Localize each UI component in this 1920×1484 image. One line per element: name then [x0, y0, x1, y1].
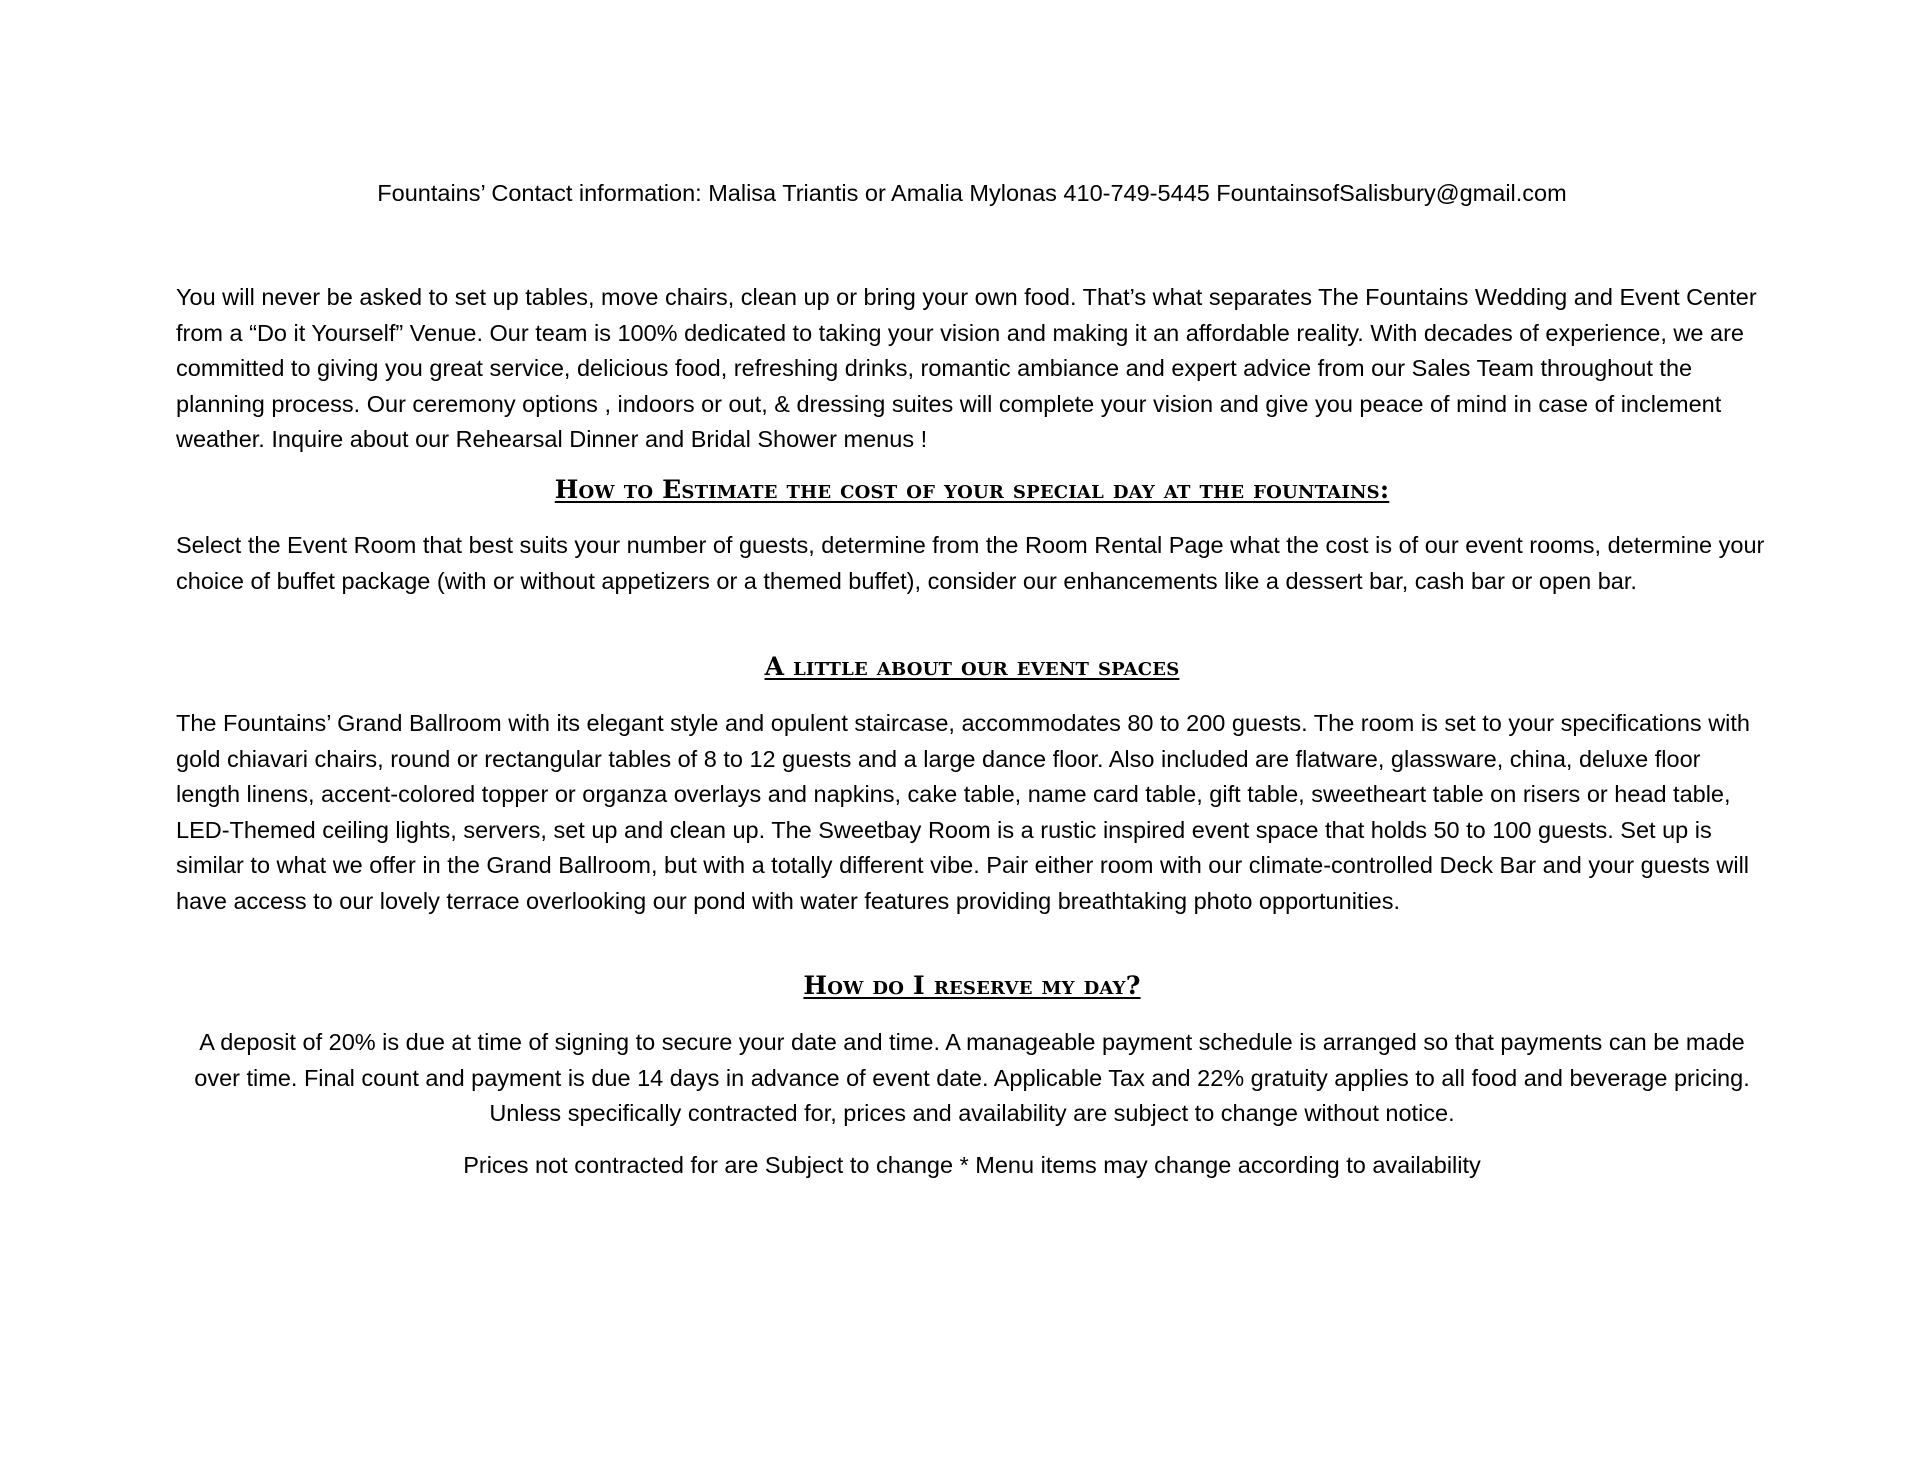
- select-room-paragraph: Select the Event Room that best suits your number of guests, determine from the Room Rental Page what the cost is of our event rooms, determine your choice of buffet package (with or without appetizers or a themed buffet), consider our enhancements like a dessert bar, cash bar or open bar.: [176, 532, 1765, 594]
- prices-note: Prices not contracted for are Subject to change * Menu items may change according to availability: [463, 1152, 1481, 1178]
- reserve-day-heading: How do I reserve my day?: [803, 971, 1141, 1000]
- event-spaces-paragraph: The Fountains’ Grand Ballroom with its elegant style and opulent staircase, accommodates 80 to 200 guests. The room is set to your specifications with gold chiavari chairs, round or rectangular tables of 8 to 12 guests and a large dance floor. Also included are flatware, glassware, china, deluxe floor length linens, accent-colored topper or organza overlays and napkins, cake table, name card table, gift table, sweetheart table on risers or head table, LED-Themed ceiling lights, servers, set up and clean up. The Sweetbay Room is a rustic inspired event space that holds 50 to 100 guests. Set up is similar to what we offer in the Grand Ballroom, but with a totally different vibe. Pair either room with our climate-controlled Deck Bar and your guests will have access to our lovely terrace overlooking our pond with water features providing breathtaking photo opportunities.: [176, 710, 1750, 914]
- reservation-paragraph: A deposit of 20% is due at time of signing to secure your date and time. A manageable payment schedule is arranged so that payments can be made over time. Final count and payment is due 14 days in advance of event date. Applicable Tax and 22% gratuity applies to all food and beverage pricing. Unless specifically contracted for, prices and availability are subject to change without notice.: [194, 1029, 1750, 1126]
- estimate-cost-heading: How to Estimate the cost of your special day at the fountains:: [554, 475, 1390, 504]
- contact-information: Fountains’ Contact information: Malisa Triantis or Amalia Mylonas 410-749-5445 FountainsofSalisbury@gmail.com: [377, 180, 1567, 206]
- intro-paragraph: You will never be asked to set up tables, move chairs, clean up or bring your own food. That’s what separates The Fountains Wedding and Event Center from a “Do it Yourself” Venue. Our team is 100% dedicated to taking your vision and making it an affordable reality. With decades of experience, we are committed to giving you great service, delicious food, refreshing drinks, romantic ambiance and expert advice from our Sales Team throughout the planning process. Our ceremony options , indoors or out, & dressing suites will complete your vision and give you peace of mind in case of inclement weather. Inquire about our Rehearsal Dinner and Bridal Shower menus !: [176, 284, 1757, 452]
- event-spaces-heading: A little about our event spaces: [764, 652, 1180, 681]
